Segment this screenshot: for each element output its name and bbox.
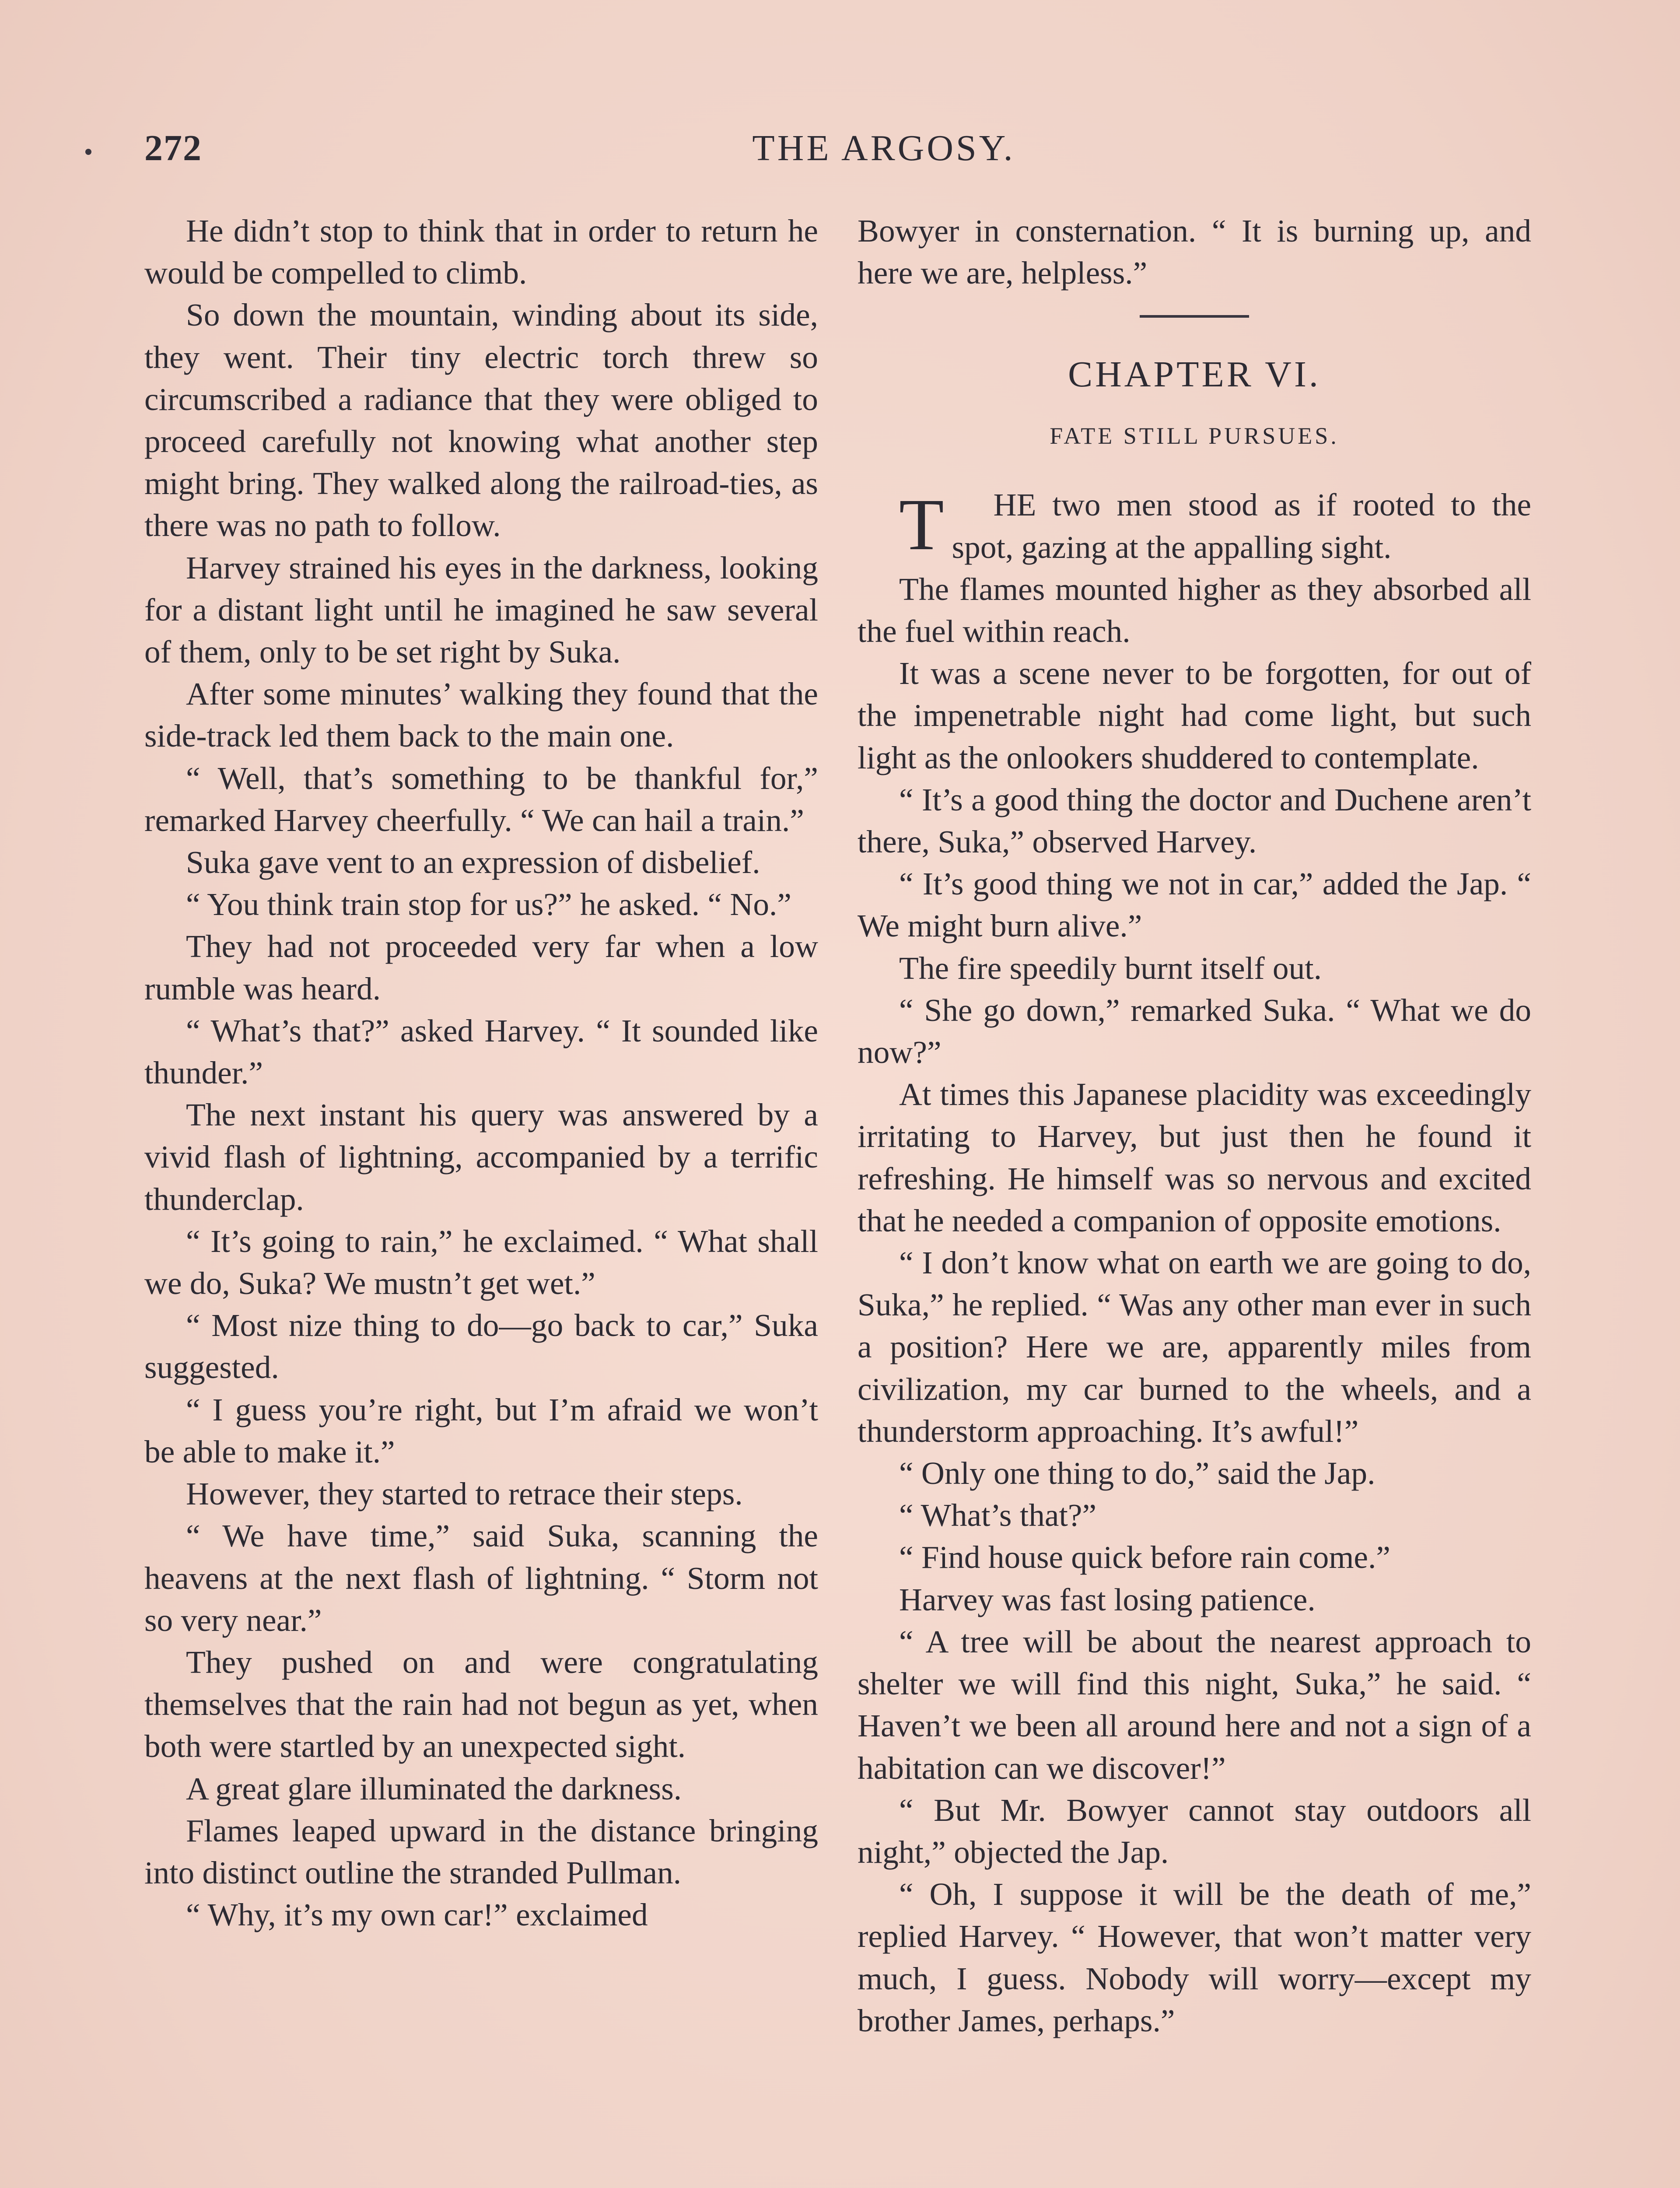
paragraph: “ Well, that’s something to be thankful for,” remarked Harvey cheerfully. “ We can hail a train.” bbox=[144, 760, 818, 838]
drop-cap: T bbox=[899, 484, 944, 566]
paragraph: “ You think train stop for us?” he asked. “ No.” bbox=[186, 887, 791, 922]
paragraph: The flames mounted higher as they absorbed all the fuel within reach. bbox=[858, 571, 1531, 649]
paragraph: They had not proceeded very far when a low rumble was heard. bbox=[144, 929, 818, 1006]
opening-paragraph bbox=[858, 484, 1531, 568]
paragraph: “ It’s a good thing the doctor and Duchene aren’t there, Suka,” observed Harvey. bbox=[858, 782, 1531, 860]
paragraph: The fire speedily burnt itself out. bbox=[899, 950, 1322, 986]
paragraph: A great glare illuminated the darkness. bbox=[186, 1771, 682, 1806]
paragraph: “ Only one thing to do,” said the Jap. bbox=[899, 1455, 1376, 1491]
paragraph: “ We have time,” said Suka, scanning the heavens at the next flash of lightning. “ Storm not so very near.” bbox=[144, 1518, 818, 1638]
paragraph: “ Find house quick before rain come.” bbox=[899, 1539, 1390, 1575]
paragraph: So down the mountain, winding about its side, they went. Their tiny electric torch threw so circumscribed a radiance that they were obliged to proceed carefully not knowing what another step might bring. They walked along the railroad-ties, as there was no path to follow. bbox=[144, 297, 818, 543]
section-divider bbox=[1140, 315, 1249, 318]
paragraph: Harvey strained his eyes in the darkness, looking for a distant light until he imagined he saw several of them, only to be set right by Suka. bbox=[144, 550, 818, 670]
paragraph: Harvey was fast losing patience. bbox=[899, 1581, 1316, 1617]
paragraph: “ I don’t know what on earth we are going to do, Suka,” he replied. “ Was any other man ever in such a position? Here we are, apparently miles from civilization, my car burned to the wheels, and a thunderstorm approaching. It’s awful!” bbox=[858, 1245, 1531, 1449]
paragraph: Flames leaped upward in the distance bringing into distinct outline the stranded Pullman. bbox=[144, 1813, 818, 1890]
paragraph: At times this Japanese placidity was exceedingly irritating to Harvey, but just then he found it refreshing. He himself was so nervous and excited that he needed a companion of opposite emotions. bbox=[858, 1076, 1531, 1238]
paragraph: The next instant his query was answered by a vivid flash of lightning, accompanied by a terrific thunderclap. bbox=[144, 1097, 818, 1217]
paragraph: “ A tree will be about the nearest approach to shelter we will find this night, Suka,” he said. “ Haven’t we been all around here and not a sign of a habitation can we discover!” bbox=[858, 1623, 1531, 1786]
paragraph: After some minutes’ walking they found that the side-track led them back to the main one. bbox=[144, 676, 818, 754]
opening-paragraph-text: HE two men stood as if rooted to the spot, gazing at the appalling sight. bbox=[952, 487, 1531, 565]
paragraph: “ What’s that?” asked Harvey. “ It sounded like thunder.” bbox=[144, 1013, 818, 1091]
paragraph: “ But Mr. Bowyer cannot stay outdoors all night,” objected the Jap. bbox=[858, 1792, 1531, 1870]
paragraph: “ What’s that?” bbox=[899, 1497, 1097, 1533]
chapter-subtitle: FATE STILL PURSUES. bbox=[1050, 423, 1339, 449]
margin-dot bbox=[85, 149, 91, 155]
left-column bbox=[144, 210, 818, 1936]
paragraph: “ It’s going to rain,” he exclaimed. “ What shall we do, Suka? We mustn’t get wet.” bbox=[144, 1223, 818, 1301]
page-number: 272 bbox=[144, 128, 202, 168]
paragraph: He didn’t stop to think that in order to return he would be compelled to climb. bbox=[144, 213, 818, 291]
continuation-paragraph: Bowyer in consternation. “ It is burning up, and here we are, helpless.” bbox=[858, 213, 1531, 291]
paragraph: They pushed on and were congratulating themselves that the rain had not begun as yet, when both were startled by an unexpected sight. bbox=[144, 1644, 818, 1764]
paragraph: “ I guess you’re right, but I’m afraid we won’t be able to make it.” bbox=[144, 1392, 818, 1469]
paragraph: “ It’s good thing we not in car,” added the Jap. “ We might burn alive.” bbox=[858, 866, 1531, 944]
paragraph: “ Most nize thing to do—go back to car,” Suka suggested. bbox=[144, 1308, 818, 1385]
right-column bbox=[858, 210, 1531, 2042]
paragraph: “ Why, it’s my own car!” exclaimed bbox=[186, 1897, 648, 1933]
chapter-title: CHAPTER VI. bbox=[1068, 354, 1321, 395]
paragraph: However, they started to retrace their steps. bbox=[186, 1476, 743, 1512]
page-header bbox=[144, 127, 1536, 184]
paragraph: “ She go down,” remarked Suka. “ What we do now?” bbox=[858, 992, 1531, 1070]
paragraph: It was a scene never to be forgotten, for out of the impenetrable night had come light, but such light as the onlookers shuddered to contemplate. bbox=[858, 656, 1531, 775]
paragraph: Suka gave vent to an expression of disbelief. bbox=[186, 845, 760, 880]
running-head: THE ARGOSY. bbox=[752, 128, 1015, 168]
paragraph: “ Oh, I suppose it will be the death of me,” replied Harvey. “ However, that won’t matter very much, I guess. Nobody will worry—except my brother James, perhaps.” bbox=[858, 1876, 1531, 2038]
